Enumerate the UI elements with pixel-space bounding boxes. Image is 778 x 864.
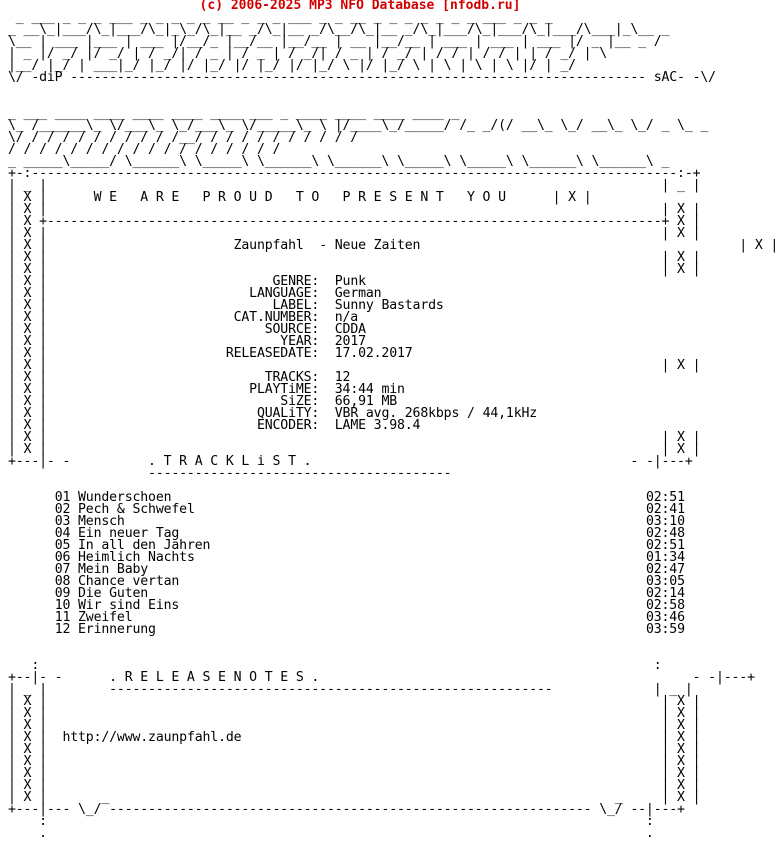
- ripper-credit-left: -diP: [31, 70, 63, 85]
- track-title: Mensch: [78, 514, 125, 529]
- track-duration: 03:59: [645, 622, 685, 637]
- language-label: LANGUAGE:: [249, 286, 320, 301]
- releasedate-value: 17.02.2017: [334, 346, 413, 361]
- track-title: In all den Jahren: [78, 538, 211, 553]
- track-number: 10: [54, 598, 71, 613]
- label-label: LABEL:: [272, 298, 320, 313]
- track-duration: 02:47: [645, 562, 685, 577]
- releasedate-label: RELEASEDATE:: [225, 346, 320, 361]
- track-number: 01: [54, 490, 71, 505]
- track-number: 09: [54, 586, 71, 601]
- track-number: 08: [54, 574, 71, 589]
- track-duration: 03:10: [645, 514, 685, 529]
- ripper-credit-right: sAC-: [653, 70, 685, 85]
- release-url: http://www.zaunpfahl.de: [62, 730, 242, 745]
- source-value: CDDA: [334, 322, 366, 337]
- genre-value: Punk: [334, 274, 366, 289]
- language-value: German: [334, 286, 382, 301]
- quality-label: QUALiTY:: [256, 406, 320, 421]
- track-title: Wunderschoen: [78, 490, 172, 505]
- track-number: 07: [54, 562, 71, 577]
- track-number: 12: [54, 622, 71, 637]
- track-number: 02: [54, 502, 71, 517]
- banner-headline: W E A R E P R O U D T O P R E S E N T Y O U: [93, 190, 506, 205]
- track-number: 04: [54, 526, 71, 541]
- genre-label: GENRE:: [272, 274, 320, 289]
- releasenotes-heading: . R E L E A S E N O T E S .: [109, 670, 320, 685]
- track-duration: 02:51: [645, 538, 685, 553]
- label-value: Sunny Bastards: [334, 298, 444, 313]
- track-number: 05: [54, 538, 71, 553]
- release-title: Neue Zaiten: [334, 238, 421, 253]
- track-duration: 02:14: [645, 586, 685, 601]
- year-label: YEAR:: [280, 334, 320, 349]
- track-title: Mein Baby: [78, 562, 149, 577]
- track-duration: 02:41: [645, 502, 685, 517]
- track-duration: 02:58: [645, 598, 685, 613]
- track-number: 03: [54, 514, 71, 529]
- track-title: Die Guten: [78, 586, 149, 601]
- copyright-header: (c) 2006-2025 MP3 NFO Database [nfodb.ru]: [199, 0, 521, 13]
- track-duration: 01:34: [645, 550, 685, 565]
- release-artist: Zaunpfahl: [233, 238, 304, 253]
- encoder-label: ENCODER:: [256, 418, 320, 433]
- tracks-label: TRACKS:: [264, 370, 320, 385]
- size-value: 66,91 MB: [334, 394, 398, 409]
- nfo-ascii-art: _ ___ _ _ _ ___ _ _ _ _ _ __ _ _ _ ___ _ _ __ _ _ _ _ _ _ _ ___ _ _ _ _ __\_|___/\_|___/\_|_\_/\_|__ _/\_|__ _/\__/\_|__ _/\_|___/\_|___/\_|___/\___|_\__ _ \__ | ___ |___ | ___ |/__/_ |__/__ |__/__ | __ |__/__ | ___ | ___ | ___ |/ _ |__ _ / | _ |/ _/ |/ _/ | / _/| / _ | / _ | / _/| / _ | / _/ | / / | / / | | / _/ | \ |__/ |_/ | ___|_/ |_/ |/ |_/ |/ |_/ |/ |_/ \ |/ |_/ \ | \ | \ | \ |/ | _/ \/ -diP -------------------------------------------------------------------------- sAC- -\/ _ ___ ____ ____ ____ ____ ____ ___ _ ____ ____ ____ ____ _ \_ /______\_ \/___\_ \_/___\_ \/_____\_ \ |/____\_/_____/ /_ _/(/ __\_ \_/ __\_ \_/ _ \_ _ \/ / / / / / / / / / /__/ / / / / / / / / / / / / / / / / / / / / / / / / / / / / _ _____\_____/ \______\ \_____\ \______\ \______\ \_____\ \_____\ \______\ \______\ _ +-:-----------------------------------------------------------------------------------:-+ | _ | | _ | | X | W E A R E P R O U D T O P R E S E N T Y O U | X | | X | | X | | X +-------------------------------------------------------------------------------+ X | | X | | X | | X | Zaunpfahl - Neue Zaiten | X | | X | | X | | X | | X | | X | GENRE: Punk | X | LANGUAGE: German | X | LABEL: Sunny Bastards | X | CAT.NUMBER: n/a | X | SOURCE: CDDA | X | YEAR: 2017 | X | RELEASEDATE: 17.02.2017 | X | | X | | X | TRACKS: 12 | X | PLAYTiME: 34:44 min | X | SiZE: 66,91 MB | X | QUALiTY: VBR avg. 268kbps / 44,1kHz | X | ENCODER: LAME 3.98.4 | X | | X | | X | | X | +---|- - . T R A C K L i S T . - -|---+ --------------------------------------- 01 Wunderschoen 02:51 02 Pech & Schwefel 02:41 03 Mensch 03:10 04 Ein neuer Tag 02:48 05 In all den Jahren 02:51 06 Heimlich Nachts 01:34 07 Mein Baby 02:47 08 Chance vertan 03:05 09 Die Guten 02:14 10 Wir sind Eins 02:58 11 Zweifel 03:46 12 Erinnerung 03:59 : : +--|- - . R E L E A S E N O T E S . - -|---+ | _ | --------------------------------------------------------- | _ | | X | | X | | X | | X | | X | | X | | X | http://www.zaunpfahl.de | X | | X | | X | | X | | X | | X | | X | | X | | X | | X | _ _ | X | +---|--- \_/ -------------------------------------------------------------- \_/ --|---+ : : . .: [8, 10, 778, 841]
- track-number: 06: [54, 550, 71, 565]
- playtime-label: PLAYTiME:: [249, 382, 320, 397]
- track-title: Chance vertan: [78, 574, 180, 589]
- tracks-value: 12: [334, 370, 351, 385]
- track-duration: 02:51: [645, 490, 685, 505]
- track-duration: 02:48: [645, 526, 685, 541]
- catnumber-value: n/a: [334, 310, 359, 325]
- track-title: Zweifel: [78, 610, 133, 625]
- size-label: SiZE:: [280, 394, 320, 409]
- track-title: Wir sind Eins: [78, 598, 180, 613]
- track-duration: 03:05: [645, 574, 685, 589]
- logo-ascii-art: _ ___ _ _ _ ___ _ _ _ _ _ __ _ _ _ ___ _ _ __ _ _ _ _ _ _ _ ___ _ _ _ _ __\_|___/\_|___/\_|_\_/\_|__ _/\_|__ _/\__/\_|__ _/\_|___/\_|___/\_|___/\___|_\__ _ \__ | ___ |___ | ___ |/__/_ |__/__ |__/__ | __ |__/__ | ___ | ___ | ___ |/ _ |__ _ / | _ |/ _/ |/ _/ | / _/| / _ | / _ | / _/| / _ | / _/ | / / | / / | | / _/ | \ |__/ |_/ | ___|_/ |_/ |/ |_/ |/ |_/ |/ |_/ \ |/ |_/ \ | \ | \ | \ |/ | _/ \/: [8, 10, 670, 85]
- source-label: SOURCE:: [264, 322, 320, 337]
- track-title: Erinnerung: [78, 622, 156, 637]
- playtime-value: 34:44 min: [334, 382, 405, 397]
- track-title: Pech & Schwefel: [78, 502, 195, 517]
- track-title: Ein neuer Tag: [78, 526, 180, 541]
- tracklist-heading: . T R A C K L i S T .: [148, 454, 312, 469]
- quality-value: VBR avg. 268kbps / 44,1kHz: [334, 406, 538, 421]
- track-duration: 03:46: [645, 610, 685, 625]
- encoder-value: LAME 3.98.4: [334, 418, 421, 433]
- track-title: Heimlich Nachts: [78, 550, 195, 565]
- year-value: 2017: [334, 334, 366, 349]
- track-number: 11: [54, 610, 71, 625]
- catnumber-label: CAT.NUMBER:: [233, 310, 320, 325]
